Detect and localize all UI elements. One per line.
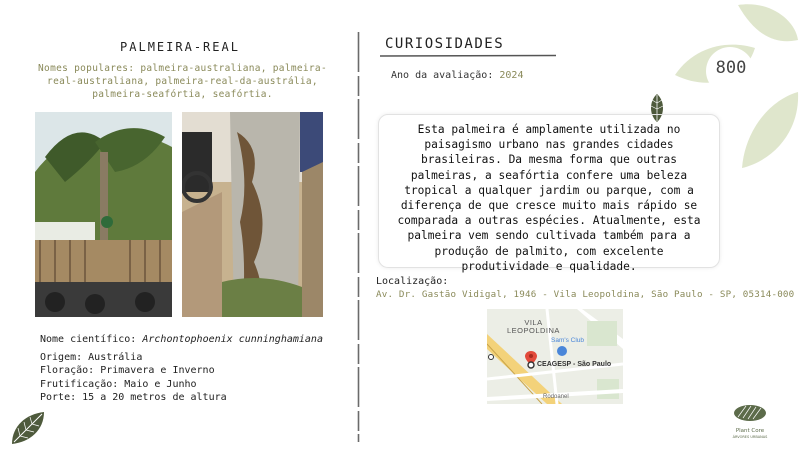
popular-names: Nomes populares: palmeira-australiana, palmeira-real-australiana, palmeira-real-da-austrália, palmeira-seafórtia, seafórtia. xyxy=(38,63,327,100)
evaluation-year xyxy=(391,70,523,81)
logo-tagline: ÁRVORES URBANAS xyxy=(732,435,768,439)
map-place-label: CEAGESP - São Paulo xyxy=(537,361,612,368)
curiosity-text: Esta palmeira é amplamente utilizada no paisagismo urbano nas grandes cidades brasileiras. Da mesma forma que outras palmeiras, a seafórtia confere uma beleza tropical a qualquer jardim ou parque, com a diferença de que cresce muito mais rápido se comparada a outras espécies. Atualmente, esta palmeira vem sendo cultivada também para a produção de palmito, com excelente produtividade e qualidade. xyxy=(397,123,701,273)
scientific-name: Archontophoenix cunninghamiana xyxy=(142,334,323,345)
vertical-divider xyxy=(357,32,360,442)
plant-info xyxy=(40,333,323,405)
leaf-icon xyxy=(8,408,48,448)
palm-tree-photo xyxy=(35,112,172,317)
scientific-name-row xyxy=(40,333,323,347)
flowering-row: Floração: Primavera e Inverno xyxy=(40,365,215,376)
fruiting-row: Frutificação: Maio e Junho xyxy=(40,378,197,390)
map-store-label: Sam's Club xyxy=(551,337,585,344)
plant-title: PALMEIRA-REAL xyxy=(120,40,240,54)
plant-core-logo xyxy=(728,402,772,440)
size-row: Porte: 15 a 20 metros de altura xyxy=(40,392,227,403)
scientific-label: Nome científico: xyxy=(40,334,137,345)
palm-trunk-photo xyxy=(182,112,323,317)
map-road-label: Rodoanel xyxy=(543,394,569,400)
curiosities-title: CURIOSIDADES xyxy=(385,36,505,52)
logo-name: Plant Core xyxy=(735,428,765,434)
location-address: Av. Dr. Gastão Vidigal, 1946 - Vila Leopoldina, São Paulo - SP, 05314-000 xyxy=(376,289,795,300)
year-label: Ano da avaliação: xyxy=(391,70,494,81)
logo-leaf-icon xyxy=(728,402,772,424)
year-value: 2024 xyxy=(499,70,524,81)
curiosity-box xyxy=(378,114,720,273)
title-underline xyxy=(380,54,556,58)
badge-number: 800 xyxy=(715,58,747,78)
origin-row: Origem: Austrália xyxy=(40,351,143,363)
location-map[interactable] xyxy=(487,309,623,404)
map-district-label: VILA LEOPOLDINA xyxy=(507,318,560,335)
location-label: Localização: xyxy=(376,276,449,287)
